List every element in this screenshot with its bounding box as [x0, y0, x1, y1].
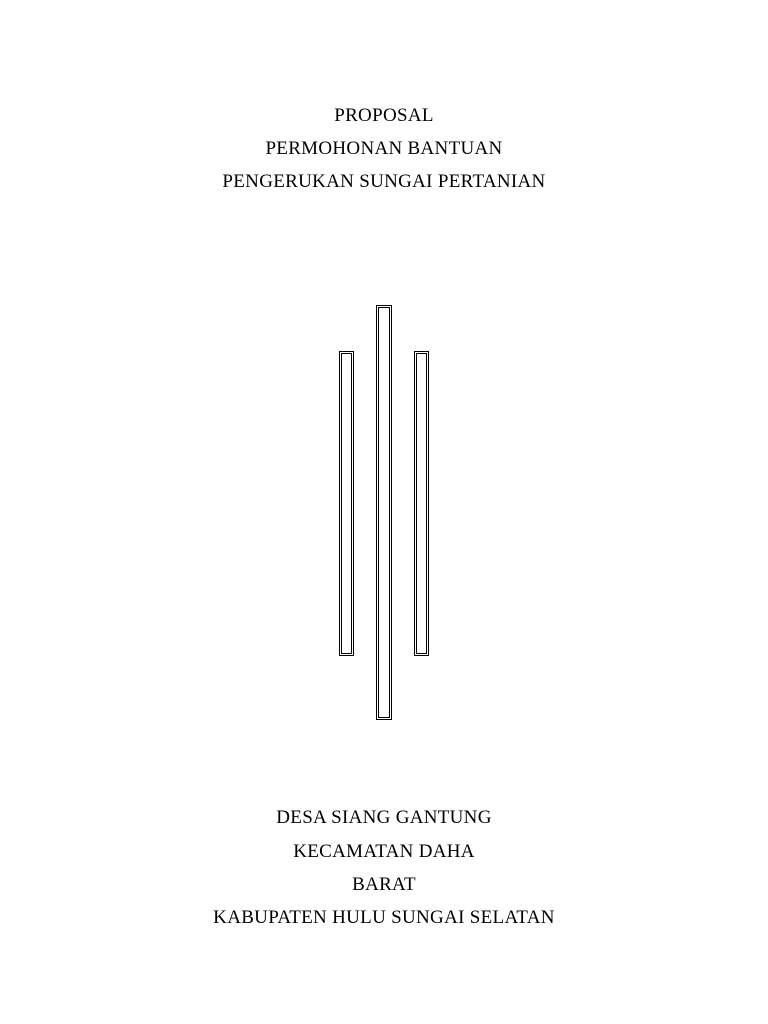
title-topic: PENGERUKAN SUNGAI PERTANIAN — [222, 171, 546, 192]
emblem-bar-left — [339, 351, 354, 656]
address-subdistrict-cont: BARAT — [352, 874, 416, 895]
address-village: DESA SIANG GANTUNG — [276, 807, 492, 828]
emblem-bar-right — [414, 351, 429, 656]
emblem-bar-center — [376, 305, 392, 720]
address-regency: KABUPATEN HULU SUNGAI SELATAN — [213, 907, 555, 928]
title-proposal: PROPOSAL — [334, 105, 434, 126]
title-subject: PERMOHONAN BANTUAN — [265, 138, 503, 159]
address-subdistrict: KECAMATAN DAHA — [293, 841, 475, 862]
